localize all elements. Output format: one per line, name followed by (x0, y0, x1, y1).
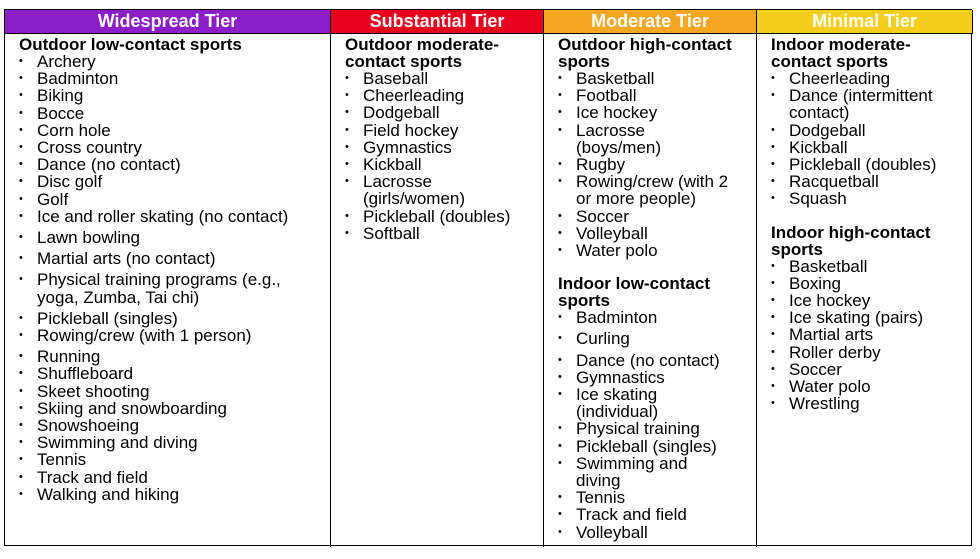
sport-list-item: • Lacrosse (girls/women) (345, 173, 543, 207)
sport-list-item: • Softball (345, 225, 543, 242)
section-heading: Outdoor low-contact sports (19, 35, 242, 54)
sport-list-item: • Pickleball (doubles) (345, 208, 543, 225)
sport-list-item: • Swimming and diving (19, 434, 330, 451)
sport-list-item: • Dance (no contact) (19, 156, 330, 173)
sport-list-item: • Skiing and snowboarding (19, 400, 330, 417)
sport-list-item: • Shuffleboard (19, 365, 330, 382)
sport-list-item: • Water polo (771, 378, 973, 395)
sport-list-item: • Roller derby (771, 344, 973, 361)
section-heading: Indoor high-contact sports (771, 222, 931, 259)
sport-list-item: • Dodgeball (345, 104, 543, 121)
tier-header-widespread: Widespread Tier (5, 10, 331, 34)
sport-list-item: • Archery (19, 53, 330, 70)
sport-list-item: • Pickleball (singles) (19, 310, 330, 327)
section-heading: Indoor low-contact sports (558, 274, 711, 311)
sport-list-item: • Gymnastics (345, 139, 543, 156)
sport-list-item: • Ice hockey (771, 292, 973, 309)
sport-list-item: • Physical training (558, 420, 756, 437)
section-heading: Outdoor high-contact sports (558, 35, 732, 71)
sport-list-item: • Football (558, 87, 756, 104)
sport-list-item: • Martial arts (no contact) (19, 250, 330, 267)
sport-list-item: • Kickball (345, 156, 543, 173)
sport-list-item: • Volleyball (558, 524, 756, 541)
sport-list-item: • Racquetball (771, 173, 973, 190)
sport-list-item: • Gymnastics (558, 369, 756, 386)
sport-list-item: • Soccer (558, 208, 756, 225)
sport-list-item: • Volleyball (558, 225, 756, 242)
tier-header-moderate: Moderate Tier (544, 10, 757, 34)
tier-column-substantial (331, 34, 544, 547)
sport-list-item: • Walking and hiking (19, 486, 330, 503)
sport-list-item: • Swimming and diving (558, 455, 756, 489)
sport-list-item: • Track and field (558, 506, 756, 523)
sport-list-item: • Cheerleading (771, 70, 973, 87)
sport-list-item: • Dodgeball (771, 122, 973, 139)
section-heading: Indoor moderate- contact sports (771, 35, 911, 71)
sport-list-item: • Ice and roller skating (no contact) (19, 208, 330, 225)
sport-list-item: • Tennis (558, 489, 756, 506)
sport-list-item: • Water polo (558, 242, 756, 259)
tier-header-minimal: Minimal Tier (757, 10, 973, 34)
sports-list (345, 70, 543, 242)
sport-list-item: • Ice skating (individual) (558, 386, 756, 420)
sport-list-item: • Curling (558, 330, 756, 347)
sport-list-item: • Ice hockey (558, 104, 756, 121)
section-heading: Outdoor moderate- contact sports (345, 35, 499, 71)
sport-list-item: • Basketball (771, 258, 973, 275)
sport-list-item: • Disc golf (19, 173, 330, 190)
sport-list-item: • Tennis (19, 451, 330, 468)
sport-list-item: • Skeet shooting (19, 383, 330, 400)
tier-header-substantial: Substantial Tier (331, 10, 544, 34)
tier-sports-table (4, 9, 972, 546)
sport-list-item: • Bocce (19, 105, 330, 122)
sport-list-item: • Badminton (558, 309, 756, 326)
sport-list-item: • Running (19, 348, 330, 365)
tier-column-minimal (757, 34, 973, 547)
sport-list-item: • Pickleball (singles) (558, 438, 756, 455)
sport-list-item: • Rowing/crew (with 2 or more people) (558, 173, 756, 207)
sport-list-item: • Cross country (19, 139, 330, 156)
sport-list-item: • Rugby (558, 156, 756, 173)
sports-list (558, 309, 756, 541)
tier-column-moderate (544, 34, 757, 547)
sport-list-item: • Dance (no contact) (558, 352, 756, 369)
sport-list-item: • Rowing/crew (with 1 person) (19, 327, 330, 344)
sport-list-item: • Lacrosse (boys/men) (558, 122, 756, 156)
sport-list-item: • Field hockey (345, 122, 543, 139)
sport-list-item: • Biking (19, 87, 330, 104)
sports-list (558, 70, 756, 259)
sports-list (771, 70, 973, 208)
sport-list-item: • Wrestling (771, 395, 973, 412)
sport-list-item: • Snowshoeing (19, 417, 330, 434)
sport-list-item: • Kickball (771, 139, 973, 156)
sport-list-item: • Golf (19, 191, 330, 208)
sport-list-item: • Track and field (19, 469, 330, 486)
tier-column-widespread (5, 34, 331, 547)
sport-list-item: • Soccer (771, 361, 973, 378)
sport-list-item: • Squash (771, 190, 973, 207)
sport-list-item: • Corn hole (19, 122, 330, 139)
sport-list-item: • Pickleball (doubles) (771, 156, 973, 173)
sport-list-item: • Physical training programs (e.g., yoga, Zumba, Tai chi) (19, 271, 330, 305)
sport-list-item: • Dance (intermittent contact) (771, 87, 973, 121)
sport-list-item: • Badminton (19, 70, 330, 87)
sport-list-item: • Boxing (771, 275, 973, 292)
sport-list-item: • Ice skating (pairs) (771, 309, 973, 326)
sport-list-item: • Lawn bowling (19, 229, 330, 246)
sports-list (19, 53, 330, 503)
sport-list-item: • Martial arts (771, 326, 973, 343)
sports-list (771, 258, 973, 413)
sport-list-item: • Basketball (558, 70, 756, 87)
sport-list-item: • Baseball (345, 70, 543, 87)
sport-list-item: • Cheerleading (345, 87, 543, 104)
